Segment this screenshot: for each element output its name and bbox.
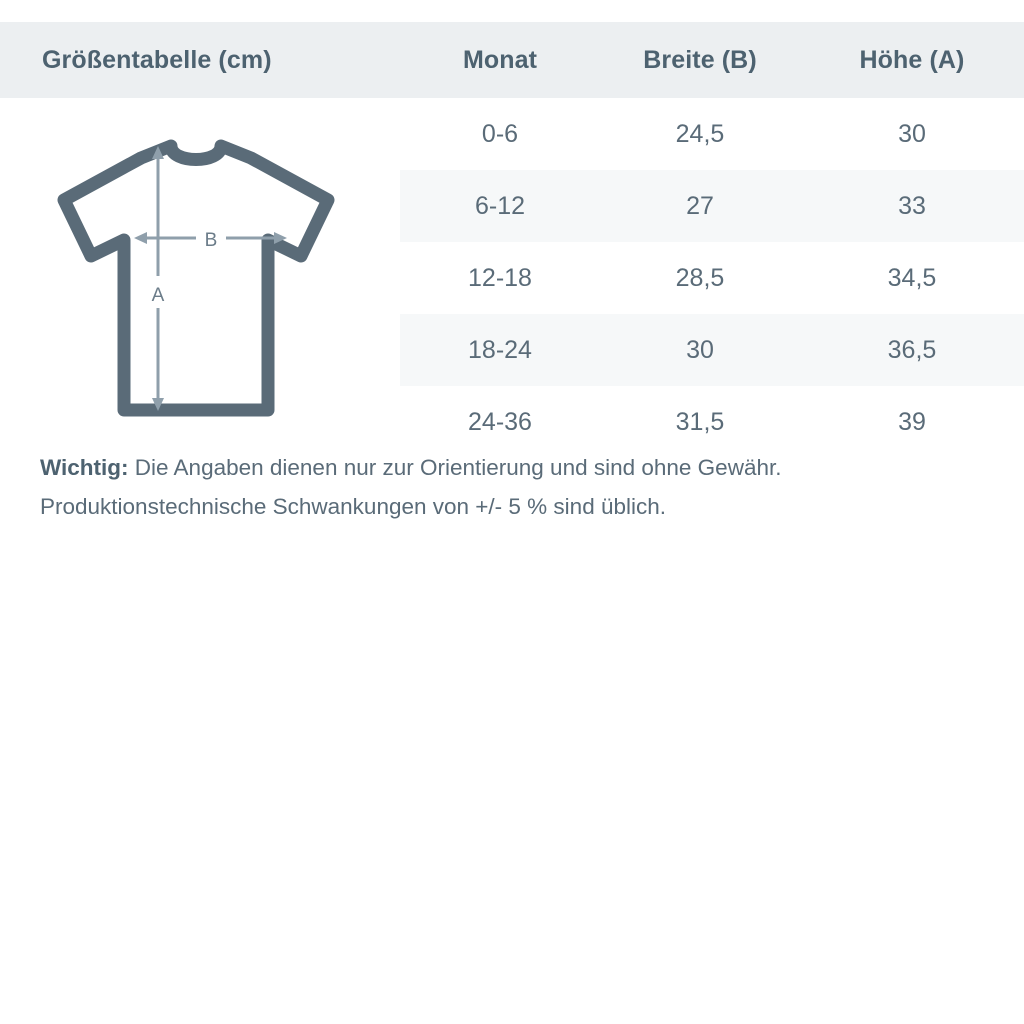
cell-width: 24,5 bbox=[600, 98, 800, 170]
shirt-diagram bbox=[46, 128, 396, 428]
header-row bbox=[0, 22, 1024, 98]
cell-month: 6-12 bbox=[400, 170, 600, 242]
cell-height: 39 bbox=[800, 386, 1024, 458]
cell-width: 30 bbox=[600, 314, 800, 386]
t-shirt-icon bbox=[46, 128, 396, 428]
column-header-month: Monat bbox=[400, 22, 600, 98]
cell-width: 28,5 bbox=[600, 242, 800, 314]
height-label: A bbox=[151, 285, 165, 306]
page-title: Größentabelle (cm) bbox=[0, 22, 400, 98]
column-header-width: Breite (B) bbox=[600, 22, 800, 98]
cell-month: 18-24 bbox=[400, 314, 600, 386]
size-table-header bbox=[0, 22, 1024, 98]
disclaimer-line-1 bbox=[40, 455, 781, 480]
width-label: B bbox=[204, 230, 218, 251]
cell-height: 34,5 bbox=[800, 242, 1024, 314]
disclaimer-label: Wichtig: bbox=[40, 455, 129, 480]
cell-width: 31,5 bbox=[600, 386, 800, 458]
column-header-height: Höhe (A) bbox=[800, 22, 1024, 98]
cell-height: 30 bbox=[800, 98, 1024, 170]
cell-width: 27 bbox=[600, 170, 800, 242]
cell-month: 24-36 bbox=[400, 386, 600, 458]
disclaimer-text-2: Produktionstechnische Schwankungen von +/- 5 % sind üblich. bbox=[40, 494, 667, 519]
cell-height: 36,5 bbox=[800, 314, 1024, 386]
cell-month: 12-18 bbox=[400, 242, 600, 314]
shirt-outline-path bbox=[64, 146, 328, 410]
disclaimer-note bbox=[40, 448, 990, 526]
cell-month: 0-6 bbox=[400, 98, 600, 170]
cell-height: 33 bbox=[800, 170, 1024, 242]
width-arrow-left bbox=[134, 232, 147, 244]
disclaimer-text-1: Die Angaben dienen nur zur Orientierung und sind ohne Gewähr. bbox=[128, 455, 782, 480]
